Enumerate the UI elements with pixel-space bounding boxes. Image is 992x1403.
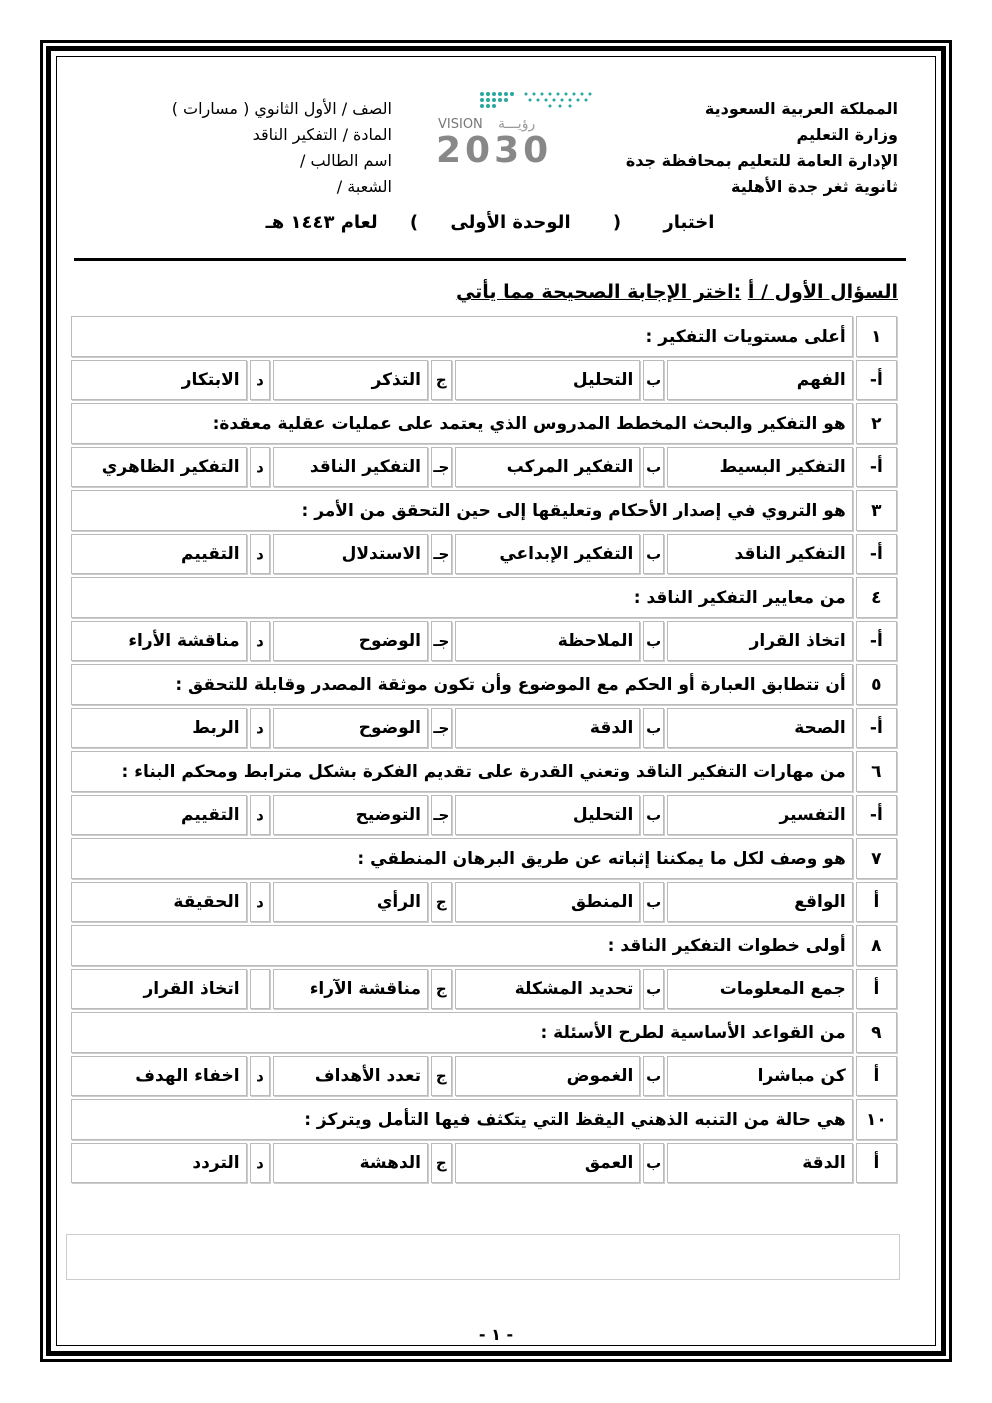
answer-option[interactable]: الدقة — [455, 708, 641, 748]
answer-option[interactable]: التفسير — [667, 795, 853, 835]
answer-option[interactable]: الوضوح — [273, 708, 428, 748]
option-letter: ب — [643, 360, 664, 400]
question-text: هو التفكير والبحث المخطط المدروس الذي يعتمد على عمليات عقلية معقدة: — [71, 403, 853, 444]
option-letter: أ- — [856, 534, 897, 574]
option-letter: أ- — [856, 795, 897, 835]
question-label: السؤال الأول / أ — [747, 281, 898, 303]
option-letter: د — [250, 621, 271, 661]
answer-option[interactable]: المنطق — [455, 882, 641, 922]
options-row — [71, 969, 897, 1009]
options-row — [71, 621, 897, 661]
answer-option[interactable]: الواقع — [667, 882, 853, 922]
answer-option[interactable]: التفكير البسيط — [667, 447, 853, 487]
option-letter — [250, 969, 271, 1009]
paren-close: ) — [409, 212, 419, 233]
option-letter: أ — [856, 969, 897, 1009]
option-letter: ب — [643, 621, 664, 661]
answer-option[interactable]: التفكير الإبداعي — [455, 534, 641, 574]
question-number: ١ — [856, 316, 897, 357]
header-line: ثانوية ثغر جدة الأهلية — [731, 177, 898, 196]
answer-option[interactable]: الحقيقة — [71, 882, 247, 922]
answer-option[interactable]: مناقشة الأراء — [71, 621, 247, 661]
question-number: ١٠ — [856, 1099, 897, 1140]
option-letter: جـ — [431, 708, 452, 748]
answer-option[interactable]: الفهم — [667, 360, 853, 400]
question-text: أن تتطابق العبارة أو الحكم مع الموضوع وأن تكون موثقة المصدر وقابلة للتحقق : — [71, 664, 853, 705]
question-number: ٦ — [856, 751, 897, 792]
student-info — [112, 96, 392, 200]
options-row — [71, 882, 897, 922]
question-text: من معايير التفكير الناقد : — [71, 577, 853, 618]
section-line: الشعبة / — [336, 177, 392, 196]
question-number: ٤ — [856, 577, 897, 618]
question-row — [71, 751, 897, 792]
page-number: - ١ - — [478, 1325, 514, 1344]
question-row — [71, 577, 897, 618]
option-letter: ب — [643, 534, 664, 574]
options-row — [71, 1143, 897, 1183]
options-row — [71, 534, 897, 574]
question-text: هو التروي في إصدار الأحكام وتعليقها إلى حين التحقق من الأمر : — [71, 490, 853, 531]
answer-option[interactable]: العمق — [455, 1143, 641, 1183]
answer-option[interactable]: الابتكار — [71, 360, 247, 400]
question-number: ٧ — [856, 838, 897, 879]
options-row — [71, 1056, 897, 1096]
answer-option[interactable]: تحديد المشكلة — [455, 969, 641, 1009]
answer-option[interactable]: الغموض — [455, 1056, 641, 1096]
question-text: من مهارات التفكير الناقد وتعني القدرة على تقديم الفكرة بشكل مترابط ومحكم البناء : — [71, 751, 853, 792]
question-instruction: :اختر الإجابة الصحيحة مما يأتي — [455, 281, 742, 303]
question-text: أعلى مستويات التفكير : — [71, 316, 853, 357]
option-letter: أ — [856, 882, 897, 922]
option-letter: ب — [643, 708, 664, 748]
question-text: أولى خطوات التفكير الناقد : — [71, 925, 853, 966]
question-row — [71, 1012, 897, 1053]
options-row — [71, 360, 897, 400]
option-letter: أ- — [856, 447, 897, 487]
question-text: هو وصف لكل ما يمكننا إثباته عن طريق البرهان المنطقي : — [71, 838, 853, 879]
answer-option[interactable]: التحليل — [455, 360, 641, 400]
exam-word: اختبار — [663, 212, 715, 233]
header-line: الإدارة العامة للتعليم بمحافظة جدة — [625, 151, 898, 170]
option-letter: ب — [643, 882, 664, 922]
option-letter: جـ — [431, 795, 452, 835]
logo-text-ar: رؤيـــة — [498, 116, 536, 132]
class-line: الصف / الأول الثانوي ( مسارات ) — [171, 99, 392, 118]
answer-option[interactable]: التفكير الناقد — [667, 534, 853, 574]
answer-option[interactable]: التفكير الظاهري — [71, 447, 247, 487]
exam-year: لعام ١٤٤٣ هـ — [265, 212, 378, 233]
school-header — [608, 96, 898, 200]
answer-option[interactable]: الرأي — [273, 882, 428, 922]
question-text: هي حالة من التنبه الذهني اليقظ التي يتكثف فيها التأمل ويتركز : — [71, 1099, 853, 1140]
option-letter: د — [250, 1143, 271, 1183]
option-letter: د — [250, 534, 271, 574]
option-letter: جـ — [431, 534, 452, 574]
question-row — [71, 664, 897, 705]
option-letter: ب — [643, 969, 664, 1009]
answer-option[interactable]: الملاحظة — [455, 621, 641, 661]
option-letter: د — [250, 360, 271, 400]
questions-table — [68, 313, 900, 1186]
answer-option[interactable]: التردد — [71, 1143, 247, 1183]
options-row — [71, 447, 897, 487]
options-row — [71, 708, 897, 748]
answer-option[interactable]: مناقشة الآراء — [273, 969, 428, 1009]
answer-option[interactable]: تعدد الأهداف — [273, 1056, 428, 1096]
vision-2030-logo — [430, 86, 610, 166]
answer-option[interactable]: التقييم — [71, 534, 247, 574]
option-letter: د — [250, 1056, 271, 1096]
answer-option[interactable]: التذكر — [273, 360, 428, 400]
answer-option[interactable]: الوضوح — [273, 621, 428, 661]
answer-option[interactable]: التفكير الناقد — [273, 447, 428, 487]
question-number: ٨ — [856, 925, 897, 966]
student-name-line: اسم الطالب / — [300, 151, 392, 170]
option-letter: أ- — [856, 621, 897, 661]
option-letter: د — [250, 882, 271, 922]
option-letter: جـ — [431, 447, 452, 487]
exam-unit: الوحدة الأولى — [450, 212, 571, 233]
exam-title — [240, 212, 740, 233]
logo-text-en: VISION — [438, 117, 483, 132]
question-text: من القواعد الأساسية لطرح الأسئلة : — [71, 1012, 853, 1053]
option-letter: ب — [643, 795, 664, 835]
option-letter: ب — [643, 447, 664, 487]
answer-option[interactable]: اخفاء الهدف — [71, 1056, 247, 1096]
question-number: ٢ — [856, 403, 897, 444]
answer-option[interactable]: اتخاذ القرار — [667, 621, 853, 661]
option-letter: أ- — [856, 708, 897, 748]
question-row — [71, 925, 897, 966]
answer-option[interactable]: التقييم — [71, 795, 247, 835]
option-letter: ب — [643, 1056, 664, 1096]
answer-option[interactable]: الدهشة — [273, 1143, 428, 1183]
question-row — [71, 490, 897, 531]
question-heading — [456, 281, 898, 303]
question-row — [71, 838, 897, 879]
answer-option[interactable]: الاستدلال — [273, 534, 428, 574]
header-line: وزارة التعليم — [796, 125, 898, 144]
option-letter: ج — [431, 969, 452, 1009]
option-letter: ج — [431, 882, 452, 922]
answer-option[interactable]: اتخاذ القرار — [71, 969, 247, 1009]
option-letter: د — [250, 795, 271, 835]
option-letter: ج — [431, 360, 452, 400]
answer-option[interactable]: الربط — [71, 708, 247, 748]
option-letter: د — [250, 708, 271, 748]
question-row — [71, 316, 897, 357]
option-letter: أ — [856, 1143, 897, 1183]
answer-option[interactable]: التفكير المركب — [455, 447, 641, 487]
paren-open: ( — [612, 212, 622, 233]
option-letter: أ — [856, 1056, 897, 1096]
answer-option[interactable]: الدقة — [667, 1143, 853, 1183]
answer-option[interactable]: التوضيح — [273, 795, 428, 835]
option-letter: جـ — [431, 621, 452, 661]
header-divider — [74, 258, 906, 261]
header-line: المملكة العربية السعودية — [704, 99, 898, 118]
logo-year: 2030 — [436, 130, 553, 166]
subject-line: المادة / التفكير الناقد — [252, 125, 392, 144]
question-row — [71, 403, 897, 444]
option-letter: أ- — [856, 360, 897, 400]
option-letter: د — [250, 447, 271, 487]
answer-option[interactable]: جمع المعلومات — [667, 969, 853, 1009]
option-letter: ج — [431, 1056, 452, 1096]
question-number: ٥ — [856, 664, 897, 705]
empty-answer-space — [66, 1234, 900, 1280]
answer-option[interactable]: الصحة — [667, 708, 853, 748]
option-letter: ب — [643, 1143, 664, 1183]
answer-option[interactable]: التحليل — [455, 795, 641, 835]
options-row — [71, 795, 897, 835]
question-number: ٣ — [856, 490, 897, 531]
option-letter: ج — [431, 1143, 452, 1183]
question-row — [71, 1099, 897, 1140]
question-number: ٩ — [856, 1012, 897, 1053]
answer-option[interactable]: كن مباشرا — [667, 1056, 853, 1096]
